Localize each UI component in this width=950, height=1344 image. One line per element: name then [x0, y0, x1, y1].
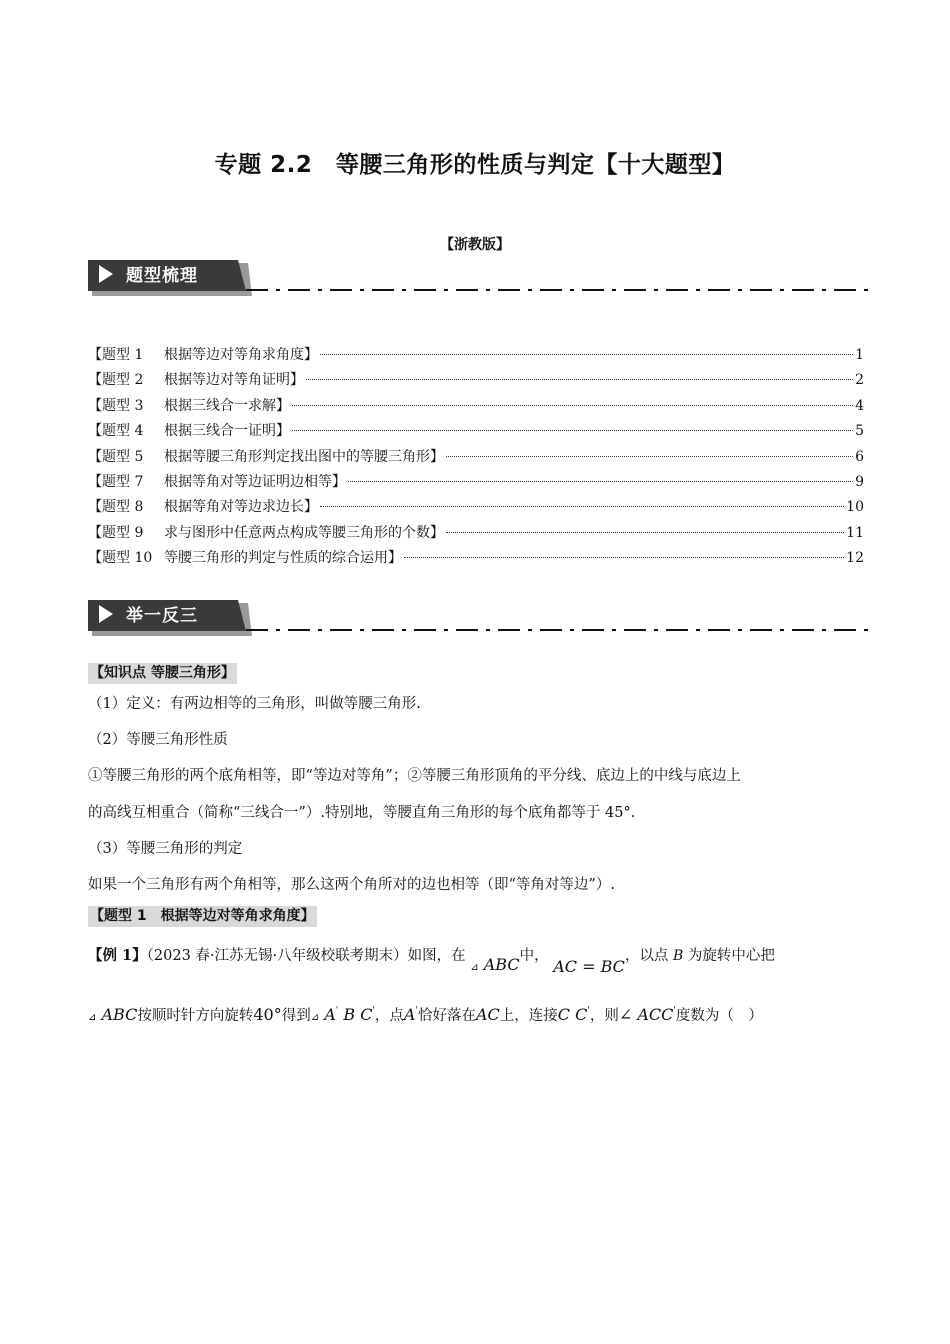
- point-b: B: [672, 948, 684, 964]
- toc-item-text: 根据三线合一证明】: [164, 423, 290, 440]
- toc-item-number: 【题型 10: [88, 550, 153, 567]
- toc-item-page: 5: [855, 423, 864, 440]
- play-arrow-icon: [96, 603, 116, 625]
- toc-item[interactable]: [88, 446, 864, 471]
- toc-item-page: 4: [855, 397, 864, 414]
- definition-text: （1）定义：有两边相等的三角形，叫做等腰三角形.: [88, 696, 421, 712]
- toc-leader: [446, 456, 853, 457]
- banner-toc-shape: [88, 258, 868, 298]
- property-text-line1: ①等腰三角形的两个底角相等，即“等边对等角”；②等腰三角形顶角的平分线、底边上的中线与底边上: [88, 768, 741, 784]
- prime-mark: ': [415, 1006, 418, 1016]
- toc-item-page: 1: [855, 347, 864, 363]
- toc-item-text: 根据等腰三角形判定找出图中的等腰三角形】: [164, 448, 444, 465]
- example1-line1: [88, 944, 864, 976]
- text-segment: 按顺时针方向旋转: [137, 1008, 254, 1024]
- segment-cc-label: C C: [557, 1005, 588, 1024]
- toc-item[interactable]: [88, 395, 864, 420]
- segment-ac: AC: [475, 1005, 500, 1024]
- toc-item[interactable]: [88, 547, 864, 572]
- toc-leader: [320, 506, 844, 507]
- toc-item-number: 【题型 9: [88, 524, 144, 541]
- triangle-abc-label: ABC: [101, 1005, 138, 1024]
- toc-item[interactable]: [88, 369, 864, 394]
- point-a-prime: [404, 1005, 418, 1024]
- angle-acc-label: ACC: [637, 1005, 674, 1024]
- vertex-c: C: [360, 1005, 373, 1024]
- triangle-rotated: [311, 1005, 375, 1024]
- toc-item-number: 【题型 4: [88, 423, 144, 440]
- play-arrow-icon: [96, 263, 116, 285]
- toc-item-page: 10: [846, 499, 864, 516]
- page-title: 专题 2.2 等腰三角形的性质与判定【十大题型】: [214, 152, 736, 178]
- banner-practice: [88, 598, 868, 638]
- text-segment: ，以点: [624, 948, 669, 964]
- toc-leader: [320, 354, 853, 355]
- toc-item-text: 等腰三角形的判定与性质的综合运用】: [164, 550, 402, 567]
- text-segment: 中，: [519, 948, 549, 964]
- toc-item-page: 12: [846, 550, 864, 567]
- toc-item-page: 11: [846, 524, 864, 541]
- toc-leader: [348, 481, 853, 482]
- toc-leader: [292, 430, 853, 431]
- prime-mark: ': [372, 1006, 375, 1016]
- text-segment: 度数为（ ）: [675, 1008, 763, 1024]
- toc-item-number: 【题型 8: [88, 499, 144, 516]
- triangle-icon: ⊿: [88, 1012, 97, 1023]
- rotation-angle: 40°: [253, 1005, 282, 1024]
- property-text-line2: 的高线互相重合（简称“三线合一”）.特别地，等腰直角三角形的每个底角都等于 45°.: [88, 805, 636, 821]
- property-heading: （2）等腰三角形性质: [88, 732, 228, 748]
- banner-practice-shape: [88, 598, 868, 638]
- toc-item[interactable]: [88, 496, 864, 521]
- banner-practice-label: 举一反三: [126, 606, 198, 626]
- toc-item-text: 根据等边对等角求角度】: [164, 347, 318, 363]
- triangle-icon: ⊿: [470, 962, 479, 973]
- toc-item-number: 【题型 5: [88, 448, 144, 465]
- toc-item-page: 6: [855, 448, 864, 465]
- toc-item-number: 【题型 3: [88, 397, 144, 414]
- type1-heading: 【题型 1 根据等边对等角求角度】: [88, 906, 317, 927]
- toc-item-text: 求与图形中任意两点构成等腰三角形的个数】: [164, 524, 444, 541]
- text-segment: ，点: [374, 1008, 404, 1024]
- edition-label: 【浙教版】: [440, 237, 510, 253]
- angle-icon: ∠: [618, 1005, 633, 1024]
- toc-leader: [306, 379, 853, 380]
- prime-mark: ': [673, 1006, 676, 1016]
- example-label: 【例 1】: [88, 947, 147, 964]
- toc-item[interactable]: [88, 344, 864, 369]
- criterion-heading: （3）等腰三角形的判定: [88, 841, 243, 857]
- toc-item[interactable]: [88, 471, 864, 496]
- toc-item-number: 【题型 2: [88, 372, 144, 389]
- toc-item-page: 2: [855, 372, 864, 389]
- segment-cc-prime: [558, 1005, 590, 1024]
- text-segment: 上，连接: [499, 1008, 558, 1024]
- equation-ac-bc: AC = BC: [553, 957, 625, 976]
- triangle-icon: ⊿: [310, 1012, 320, 1023]
- text-segment: 为旋转中心把: [687, 948, 775, 964]
- point-a-label: A: [403, 1005, 416, 1024]
- criterion-text: 如果一个三角形有两个角相等，那么这两个角所对的边也相等（即“等角对等边”）.: [88, 877, 615, 893]
- table-of-contents: [88, 344, 864, 573]
- toc-item-text: 根据等边对等角证明】: [164, 372, 304, 389]
- vertex-b: B: [343, 1005, 356, 1024]
- vertex-a: A: [324, 1005, 336, 1024]
- toc-item-page: 9: [855, 473, 864, 490]
- toc-item[interactable]: [88, 420, 864, 445]
- text-segment: 得到: [281, 1008, 311, 1024]
- example1-line2: [88, 1004, 864, 1025]
- prime-mark: ': [587, 1006, 590, 1016]
- toc-leader: [292, 405, 853, 406]
- toc-item-number: 【题型 7: [88, 473, 144, 490]
- toc-item[interactable]: [88, 522, 864, 547]
- banner-toc: [88, 258, 868, 298]
- toc-item-text: 根据三线合一求解】: [164, 397, 290, 414]
- angle-acc-prime: [619, 1005, 676, 1024]
- triangle-abc-label: ABC: [483, 955, 520, 974]
- banner-toc-label: 题型梳理: [126, 266, 198, 286]
- toc-leader: [404, 557, 844, 558]
- toc-item-text: 根据等角对等边证明边相等】: [164, 473, 346, 490]
- prime-mark: ': [335, 1006, 339, 1016]
- example-source: （2023 春·江苏无锡·八年级校联考期末）如图，在: [146, 948, 466, 964]
- text-segment: 恰好落在: [417, 1008, 476, 1024]
- triangle-abc: [470, 955, 519, 974]
- text-segment: ，则: [589, 1008, 619, 1024]
- knowledge-heading: 【知识点 等腰三角形】: [88, 663, 237, 684]
- triangle-abc-2: [88, 1005, 137, 1024]
- toc-item-text: 根据等角对等边求边长】: [164, 499, 318, 516]
- toc-item-number: 【题型 1: [88, 347, 144, 363]
- toc-leader: [446, 532, 844, 533]
